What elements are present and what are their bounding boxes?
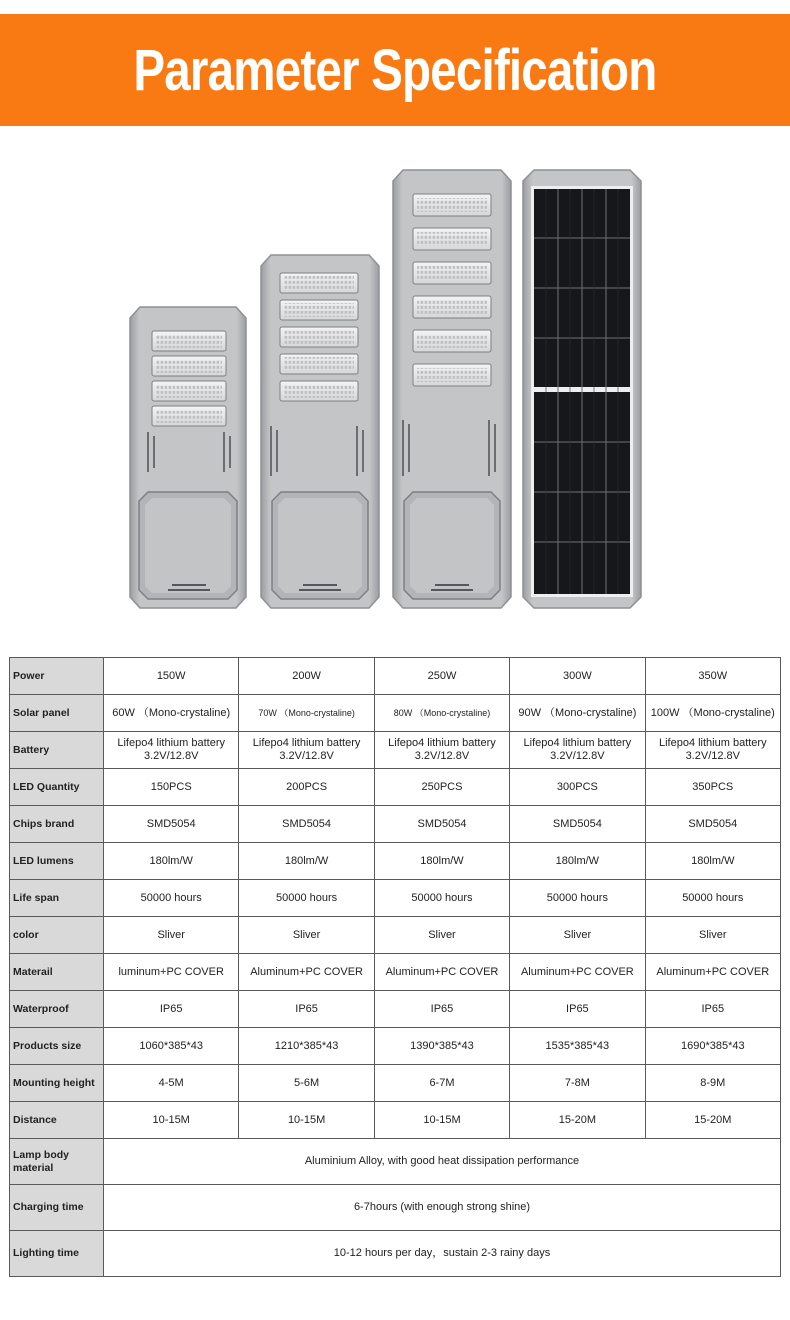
row-label: Distance — [10, 1102, 104, 1139]
table-cell: 10-15M — [374, 1102, 509, 1139]
table-row — [10, 843, 781, 880]
title-banner — [0, 14, 790, 126]
table-cell: 200PCS — [239, 769, 374, 806]
row-label: Lamp body material — [10, 1139, 104, 1185]
table-cell: 6-7M — [374, 1065, 509, 1102]
table-cell: 50000 hours — [645, 880, 780, 917]
table-cell: 7-8M — [510, 1065, 645, 1102]
table-cell: Lifepo4 lithium battery 3.2V/12.8V — [374, 732, 509, 769]
table-cell: IP65 — [239, 991, 374, 1028]
table-cell: 350W — [645, 658, 780, 695]
table-cell: 10-15M — [239, 1102, 374, 1139]
table-row — [10, 658, 781, 695]
table-row — [10, 1028, 781, 1065]
table-cell: 180lm/W — [104, 843, 239, 880]
table-cell: 1210*385*43 — [239, 1028, 374, 1065]
table-row — [10, 1102, 781, 1139]
table-cell: 50000 hours — [239, 880, 374, 917]
table-row — [10, 1231, 781, 1277]
table-row — [10, 732, 781, 769]
table-cell: 180lm/W — [239, 843, 374, 880]
table-cell: luminum+PC COVER — [104, 954, 239, 991]
lamp-250w — [393, 170, 511, 608]
row-label: color — [10, 917, 104, 954]
table-cell: 10-15M — [104, 1102, 239, 1139]
row-label: Materail — [10, 954, 104, 991]
table-cell: 150W — [104, 658, 239, 695]
table-row — [10, 1139, 781, 1185]
page-title: Parameter Specification — [133, 37, 657, 103]
merged-cell: 6-7hours (with enough strong shine) — [104, 1185, 781, 1231]
row-label: Solar panel — [10, 695, 104, 732]
table-cell: Lifepo4 lithium battery 3.2V/12.8V — [645, 732, 780, 769]
table-cell: SMD5054 — [239, 806, 374, 843]
merged-cell: 10-12 hours per day，sustain 2-3 rainy days — [104, 1231, 781, 1277]
table-cell: Lifepo4 lithium battery 3.2V/12.8V — [510, 732, 645, 769]
table-cell: 150PCS — [104, 769, 239, 806]
table-cell: 60W （Mono-crystaline) — [104, 695, 239, 732]
table-cell: 4-5M — [104, 1065, 239, 1102]
table-cell: 80W （Mono-crystaline) — [374, 695, 509, 732]
table-cell: 1060*385*43 — [104, 1028, 239, 1065]
table-cell: SMD5054 — [510, 806, 645, 843]
spec-table — [9, 657, 781, 1277]
table-cell: Aluminum+PC COVER — [239, 954, 374, 991]
table-cell: Aluminum+PC COVER — [374, 954, 509, 991]
table-cell: SMD5054 — [374, 806, 509, 843]
row-label: Charging time — [10, 1185, 104, 1231]
table-cell: 1535*385*43 — [510, 1028, 645, 1065]
table-cell: 50000 hours — [104, 880, 239, 917]
table-row — [10, 954, 781, 991]
table-cell: Lifepo4 lithium battery 3.2V/12.8V — [239, 732, 374, 769]
lamp-200w — [261, 255, 379, 608]
table-cell: 5-6M — [239, 1065, 374, 1102]
merged-cell: Aluminium Alloy, with good heat dissipation performance — [104, 1139, 781, 1185]
table-cell: 350PCS — [645, 769, 780, 806]
table-cell: 180lm/W — [510, 843, 645, 880]
table-cell: Sliver — [645, 917, 780, 954]
table-cell: 250PCS — [374, 769, 509, 806]
table-row — [10, 806, 781, 843]
row-label: Waterproof — [10, 991, 104, 1028]
row-label: LED lumens — [10, 843, 104, 880]
table-cell: IP65 — [374, 991, 509, 1028]
table-cell: IP65 — [104, 991, 239, 1028]
table-row — [10, 769, 781, 806]
row-label: Power — [10, 658, 104, 695]
row-label: Mounting height — [10, 1065, 104, 1102]
table-cell: Aluminum+PC COVER — [510, 954, 645, 991]
table-cell: 180lm/W — [645, 843, 780, 880]
table-cell: Sliver — [239, 917, 374, 954]
table-cell: Lifepo4 lithium battery 3.2V/12.8V — [104, 732, 239, 769]
table-row — [10, 1185, 781, 1231]
table-cell: Sliver — [374, 917, 509, 954]
table-cell: Aluminum+PC COVER — [645, 954, 780, 991]
table-row — [10, 917, 781, 954]
lamp-150w — [130, 307, 246, 608]
row-label: Chips brand — [10, 806, 104, 843]
table-cell: 100W （Mono-crystaline) — [645, 695, 780, 732]
table-cell: 15-20M — [510, 1102, 645, 1139]
table-cell: 180lm/W — [374, 843, 509, 880]
table-cell: 70W （Mono-crystaline) — [239, 695, 374, 732]
row-label: Products size — [10, 1028, 104, 1065]
table-cell: 1690*385*43 — [645, 1028, 780, 1065]
table-cell: SMD5054 — [645, 806, 780, 843]
solar-panel-back — [523, 170, 641, 608]
table-cell: SMD5054 — [104, 806, 239, 843]
table-cell: 15-20M — [645, 1102, 780, 1139]
table-cell: Sliver — [510, 917, 645, 954]
table-cell: 50000 hours — [510, 880, 645, 917]
row-label: Life span — [10, 880, 104, 917]
table-row — [10, 695, 781, 732]
table-cell: 250W — [374, 658, 509, 695]
table-cell: 90W （Mono-crystaline) — [510, 695, 645, 732]
table-cell: 300W — [510, 658, 645, 695]
table-cell: 8-9M — [645, 1065, 780, 1102]
table-cell: 200W — [239, 658, 374, 695]
table-cell: IP65 — [645, 991, 780, 1028]
row-label: Lighting time — [10, 1231, 104, 1277]
table-row — [10, 1065, 781, 1102]
row-label: Battery — [10, 732, 104, 769]
table-row — [10, 991, 781, 1028]
table-cell: IP65 — [510, 991, 645, 1028]
table-cell: 50000 hours — [374, 880, 509, 917]
table-cell: Sliver — [104, 917, 239, 954]
product-image — [0, 160, 790, 620]
table-cell: 1390*385*43 — [374, 1028, 509, 1065]
table-cell: 300PCS — [510, 769, 645, 806]
table-row — [10, 880, 781, 917]
row-label: LED Quantity — [10, 769, 104, 806]
